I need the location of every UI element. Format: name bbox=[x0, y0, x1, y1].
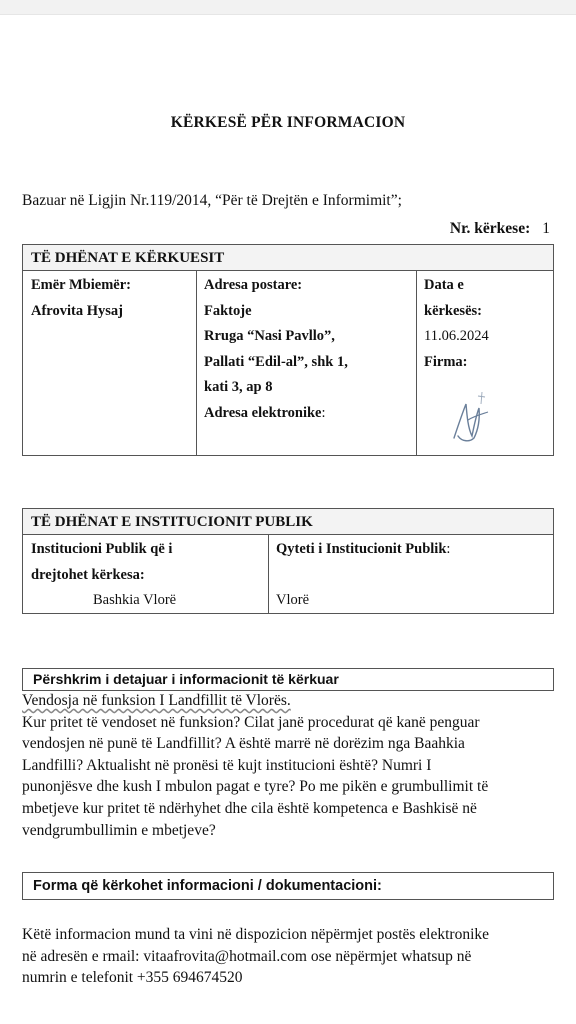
description-line: mbetjeve kur pritet të ndërhyhet dhe cila është kompetenca e Bashkisë në bbox=[22, 799, 477, 817]
institution-label: Institucioni Publik që i bbox=[31, 541, 173, 557]
request-number bbox=[450, 220, 550, 238]
city-column bbox=[268, 535, 554, 616]
institution-column bbox=[23, 535, 268, 616]
email-colon: : bbox=[321, 404, 326, 421]
signature-label: Firma: bbox=[424, 353, 468, 370]
institution-header: TË DHËNAT E INSTITUCIONIT PUBLIK bbox=[23, 509, 553, 535]
description-line: Landfilli? Aktualisht në pronësi të kujt institucioni është? Numri I bbox=[22, 756, 432, 774]
request-number-value: 1 bbox=[542, 220, 550, 237]
description-header: Përshkrim i detajuar i informacionit të kërkuar bbox=[22, 668, 554, 691]
legal-basis: Bazuar në Ligjin Nr.119/2014, “Për të Drejtën e Informimit”; bbox=[22, 192, 402, 209]
form-header: Forma që kërkohet informacioni / dokumentacioni: bbox=[22, 872, 554, 900]
description-line: Vendosja në funksion I Landfillit të Vlorës. bbox=[22, 692, 291, 709]
description-line: vendgrumbullimin e mbetjeve? bbox=[22, 821, 216, 839]
institution-value: Bashkia Vlorë bbox=[93, 592, 177, 608]
email-row bbox=[204, 401, 408, 427]
description-line: punonjësve dhe kush I mbulon pagat e tyre? Po me pikën e grumbullimit të bbox=[22, 778, 489, 796]
address-line: Faktoje bbox=[204, 302, 252, 319]
city-label: Qyteti i Institucionit Publik bbox=[276, 541, 447, 557]
request-number-label: Nr. kërkese: bbox=[449, 220, 531, 237]
address-label: Adresa postare: bbox=[204, 277, 303, 293]
address-column bbox=[196, 271, 416, 428]
description-line: vendosjen në punë të Landfillit? A është marrë në dorëzim nga Baahkia bbox=[22, 735, 465, 753]
description-text bbox=[22, 690, 558, 841]
name-value: Afrovita Hysaj bbox=[31, 302, 123, 319]
date-value: 11.06.2024 bbox=[424, 328, 489, 344]
form-line: numrin e telefonit +355 694674520 bbox=[22, 969, 243, 987]
email-label: Adresa elektronike bbox=[204, 404, 322, 421]
form-line: Këtë informacion mund ta vini në dispozicion nëpërmjet postës elektronike bbox=[22, 926, 490, 943]
name-label: Emër Mbiemër: bbox=[31, 277, 131, 293]
signature-image bbox=[448, 386, 492, 446]
city-colon: : bbox=[446, 541, 451, 557]
date-label: kërkesës: bbox=[424, 302, 482, 319]
form-text bbox=[22, 924, 558, 989]
form-line: në adresën e rmail: vitaafrovita@hotmail.com ose nëpërmjet whatsup në bbox=[22, 947, 472, 965]
requester-header: TË DHËNAT E KËRKUESIT bbox=[23, 245, 553, 271]
description-line: Kur pritet të vendoset në funksion? Cilat janë procedurat që kanë penguar bbox=[22, 713, 480, 731]
address-line: Rruga “Nasi Pavllo”, bbox=[204, 328, 335, 344]
address-line: Pallati “Edil-al”, shk 1, bbox=[204, 353, 348, 370]
top-bar bbox=[0, 0, 576, 15]
city-row bbox=[276, 537, 546, 563]
date-column bbox=[416, 271, 554, 377]
document-title: KËRKESË PËR INFORMACION bbox=[170, 114, 406, 131]
address-line: kati 3, ap 8 bbox=[204, 379, 273, 395]
spacer bbox=[276, 563, 546, 589]
name-column bbox=[23, 271, 196, 326]
city-value: Vlorë bbox=[276, 592, 310, 608]
institution-label: drejtohet kërkesa: bbox=[31, 566, 145, 583]
date-label: Data e bbox=[424, 277, 464, 293]
institution-table bbox=[22, 508, 554, 614]
